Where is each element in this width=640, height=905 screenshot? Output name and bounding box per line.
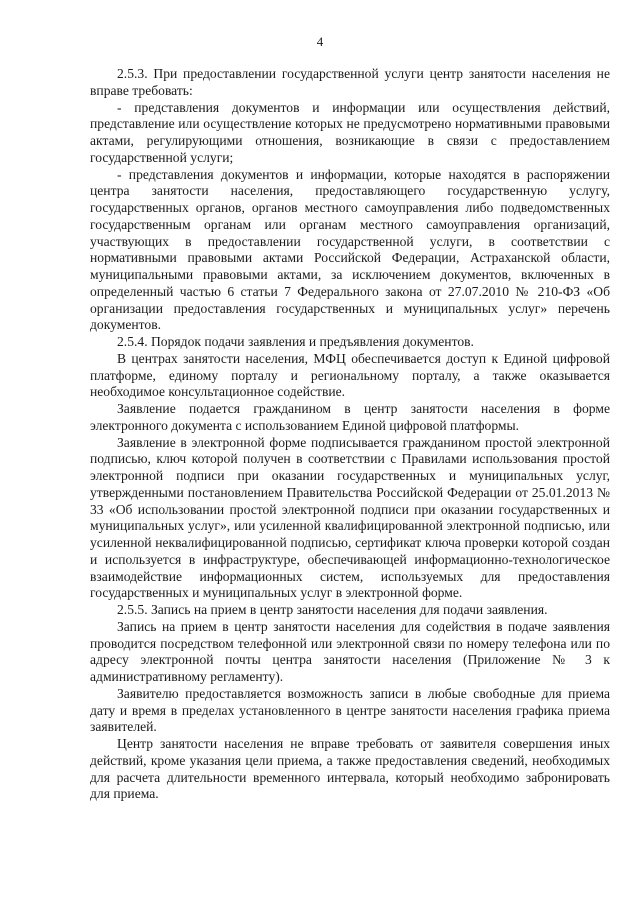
paragraph-2-5-4: 2.5.4. Порядок подачи заявления и предъявления документов. xyxy=(117,334,474,349)
paragraph-free-slots: Заявителю предоставляется возможность записи в любые свободные для приема дату и время в пределах установленного в центре занятости населения графика приема заявителей. xyxy=(90,685,610,735)
paragraph-access: В центрах занятости населения, МФЦ обеспечивается доступ к Единой цифровой платформе, единому порталу и региональному порталу, а также оказывается необходимое консультационное содействие. xyxy=(90,350,610,400)
page-number: 4 xyxy=(316,34,324,49)
paragraph-electronic-signature: Заявление в электронной форме подписывается гражданином простой электронной подписью, ключ которой получен в соответствии с Правилами использования простой электронной подписи при оказании государственных и муниципальных услуг, утвержденными постановлением Правительства Российской Федерации от 25.01.2013 № 33 «Об использовании простой электронной подписи при оказании государственных и муниципальных услуг», или усиленной квалифицированной электронной подписью, или усиленной неквалифицированной подписью, сертификат ключа проверки которой создан и используется в инфраструктуре, обеспечивающей информационно-технологическое взаимодействие информационных систем, используемых для предоставления государственных и муниципальных услуг в электронной форме. xyxy=(90,434,610,601)
paragraph-restrictions: Центр занятости населения не вправе требовать от заявителя совершения иных действий, кроме указания цели приема, а также предоставления сведений, необходимых для расчета длительности временного интервала, который необходимо забронировать для приема. xyxy=(90,736,610,802)
paragraph-2-5-3: 2.5.3. При предоставлении государственной услуги центр занятости населения не вправе требовать: xyxy=(90,66,610,98)
paragraph-list-item-1: - представления документов и информации или осуществления действий, представление или осуществление которых не предусмотрено нормативными правовыми актами, регулирующими отношения, возникающие в связи с предоставлением государственной услуги; xyxy=(90,99,610,165)
paragraph-list-item-2: - представления документов и информации, которые находятся в распоряжении центра занятости населения, предоставляющего государственную услугу, государственных органов, органов местного самоуправления либо подведомственных государственным органам или органам местного самоуправления организаций, участвующих в предоставлении государственной услуги, в соответствии с нормативными правовыми актами Российской Федерации, Астраханской области, муниципальными правовыми актами, за исключением документов, включенных в определенный частью 6 статьи 7 Федерального закона от 27.07.2010 № 210-ФЗ «Об организации предоставления государственных и муниципальных услуг» перечень документов. xyxy=(90,166,610,333)
document-body xyxy=(90,66,610,803)
paragraph-2-5-5: 2.5.5. Запись на прием в центр занятости населения для подачи заявления. xyxy=(117,602,548,617)
paragraph-appointment: Запись на прием в центр занятости населения для содействия в подаче заявления проводится посредством телефонной или электронной связи по номеру телефона или по адресу электронной почты центра занятости населения (Приложение № 3 к административному регламенту). xyxy=(90,618,610,684)
paragraph-application-form: Заявление подается гражданином в центр занятости населения в форме электронного документа с использованием Единой цифровой платформы. xyxy=(90,401,610,433)
